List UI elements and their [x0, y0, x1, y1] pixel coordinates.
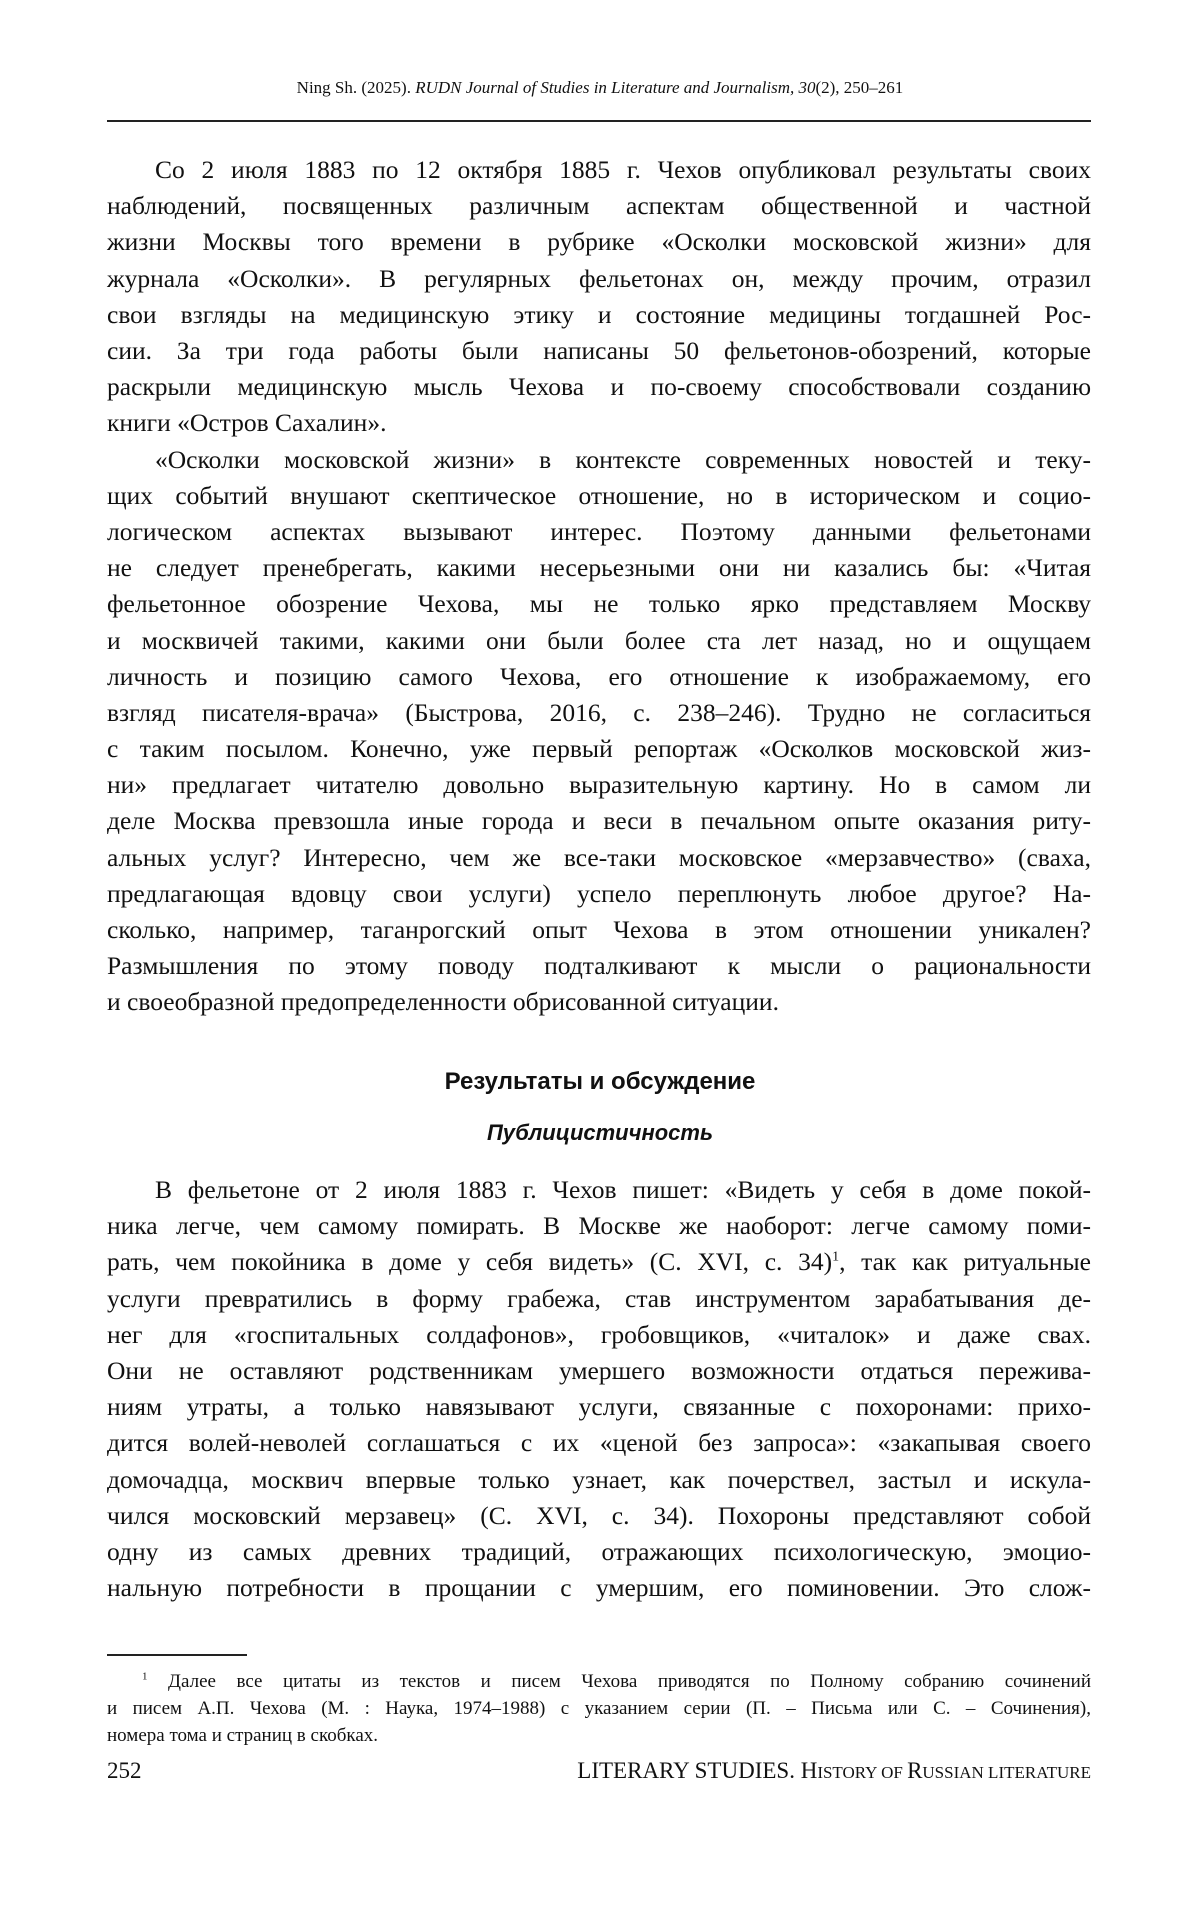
footnote-line: номера тома и страниц в скобках. — [107, 1722, 1091, 1749]
text-line: «Осколки московской жизни» в контексте современных новостей и теку- — [107, 442, 1091, 478]
text-line: домочадца, москвич впервые только узнает, как почерствел, застыл и искула- — [107, 1462, 1091, 1498]
footnote-rule — [107, 1654, 247, 1656]
text-line: сии. За три года работы были написаны 50 фельетонов-обозрений, которые — [107, 333, 1091, 369]
subsection-heading: Публицистичность — [0, 1120, 1200, 1146]
header-issue: (2), 250–261 — [815, 78, 903, 97]
footnote-reference[interactable]: 1 — [832, 1250, 839, 1265]
text-line: книги «Остров Сахалин». — [107, 405, 1091, 441]
text-line: альных услуг? Интересно, чем же все-таки московское «мерзавчество» (сваха, — [107, 840, 1091, 876]
header-journal: RUDN Journal of Studies in Literature and Journalism, 30 — [415, 78, 815, 97]
text-line: дится волей-неволей соглашаться с их «ценой без запроса»: «закапывая своего — [107, 1425, 1091, 1461]
journal-section — [577, 1758, 1091, 1784]
text-line: свои взгляды на медицинскую этику и состояние медицины тогдашней Рос- — [107, 297, 1091, 333]
text-segment: R — [907, 1758, 922, 1783]
text-line: журнала «Осколки». В регулярных фельетонах он, между прочим, отразил — [107, 261, 1091, 297]
text-line: чился московский мерзавец» (С. XVI, с. 34). Похороны представляют собой — [107, 1498, 1091, 1534]
text-segment: , так как ритуальные — [839, 1247, 1091, 1276]
text-line: ниям утраты, а только навязывают услуги, связанные с похоронами: прихо- — [107, 1389, 1091, 1425]
text-line: Размышления по этому поводу подталкивают к мысли о рациональности — [107, 948, 1091, 984]
text-line: Со 2 июля 1883 по 12 октября 1885 г. Чехов опубликовал результаты своих — [107, 152, 1091, 188]
section-heading: Результаты и обсуждение — [0, 1068, 1200, 1096]
text-segment: USSIAN LITERATURE — [922, 1763, 1091, 1782]
paragraph-1 — [107, 152, 1091, 442]
text-line: и москвичей такими, какими они были более ста лет назад, но и ощущаем — [107, 623, 1091, 659]
page-number: 252 — [107, 1758, 142, 1784]
text-line: сколько, например, таганрогский опыт Чехова в этом отношении уникален? — [107, 912, 1091, 948]
header-authors: Ning Sh. (2025). — [297, 78, 411, 97]
text-segment: рать, чем покойника в доме у себя видеть» (С. XVI, с. 34) — [107, 1247, 832, 1276]
text-line: жизни Москвы того времени в рубрике «Осколки московской жизни» для — [107, 224, 1091, 260]
text-line: с таким посылом. Конечно, уже первый репортаж «Осколков московской жиз- — [107, 731, 1091, 767]
text-line — [107, 1244, 1091, 1280]
text-line: взгляд писателя-врача» (Быстрова, 2016, с. 238–246). Трудно не согласиться — [107, 695, 1091, 731]
text-line: ни» предлагает читателю довольно выразительную картину. Но в самом ли — [107, 767, 1091, 803]
paragraph-3 — [107, 1172, 1091, 1606]
text-segment: ISTORY OF — [817, 1763, 907, 1782]
text-line: деле Москва превзошла иные города и веси в печальном опыте оказания риту- — [107, 803, 1091, 839]
text-line: раскрыли медицинскую мысль Чехова и по-своему способствовали созданию — [107, 369, 1091, 405]
text-line: одну из самых древних традиций, отражающих психологическую, эмоцио- — [107, 1534, 1091, 1570]
text-line: В фельетоне от 2 июля 1883 г. Чехов пишет: «Видеть у себя в доме покой- — [107, 1172, 1091, 1208]
paragraph-2 — [107, 442, 1091, 1021]
text-line: наблюдений, посвященных различным аспектам общественной и частной — [107, 188, 1091, 224]
text-line: нальную потребности в прощании с умершим, его поминовении. Это слож- — [107, 1570, 1091, 1606]
text-line: нег для «госпитальных солдафонов», гробовщиков, «читалок» и даже свах. — [107, 1317, 1091, 1353]
running-header — [0, 78, 1200, 98]
text-line: услуги превратились в форму грабежа, став инструментом зарабатывания де- — [107, 1281, 1091, 1317]
text-line: щих событий внушают скептическое отношение, но в историческом и социо- — [107, 478, 1091, 514]
text-line: личность и позицию самого Чехова, его отношение к изображаемому, его — [107, 659, 1091, 695]
footnote-line: и писем А.П. Чехова (М. : Наука, 1974–1988) с указанием серии (П. – Письма или С. – Сочинения), — [107, 1695, 1091, 1722]
footnote-line — [107, 1668, 1091, 1695]
text-line: фельетонное обозрение Чехова, мы не только ярко представляем Москву — [107, 586, 1091, 622]
header-rule — [107, 120, 1091, 122]
text-line: не следует пренебрегать, какими несерьезными они ни казались бы: «Читая — [107, 550, 1091, 586]
text-line: ника легче, чем самому помирать. В Москве же наоборот: легче самому поми- — [107, 1208, 1091, 1244]
text-line: предлагающая вдовцу свои услуги) успело переплюнуть любое другое? На- — [107, 876, 1091, 912]
footnote — [107, 1668, 1091, 1749]
footnote-marker: 1 — [142, 1671, 148, 1683]
text-segment: LITERARY STUDIES. H — [577, 1758, 817, 1783]
text-line: Они не оставляют родственникам умершего возможности отдаться пережива- — [107, 1353, 1091, 1389]
text-segment: Далее все цитаты из текстов и писем Чехова приводятся по Полному собранию сочинений — [168, 1671, 1091, 1692]
text-line: и своеобразной предопределенности обрисованной ситуации. — [107, 984, 1091, 1020]
text-line: логическом аспектах вызывают интерес. Поэтому данными фельетонами — [107, 514, 1091, 550]
